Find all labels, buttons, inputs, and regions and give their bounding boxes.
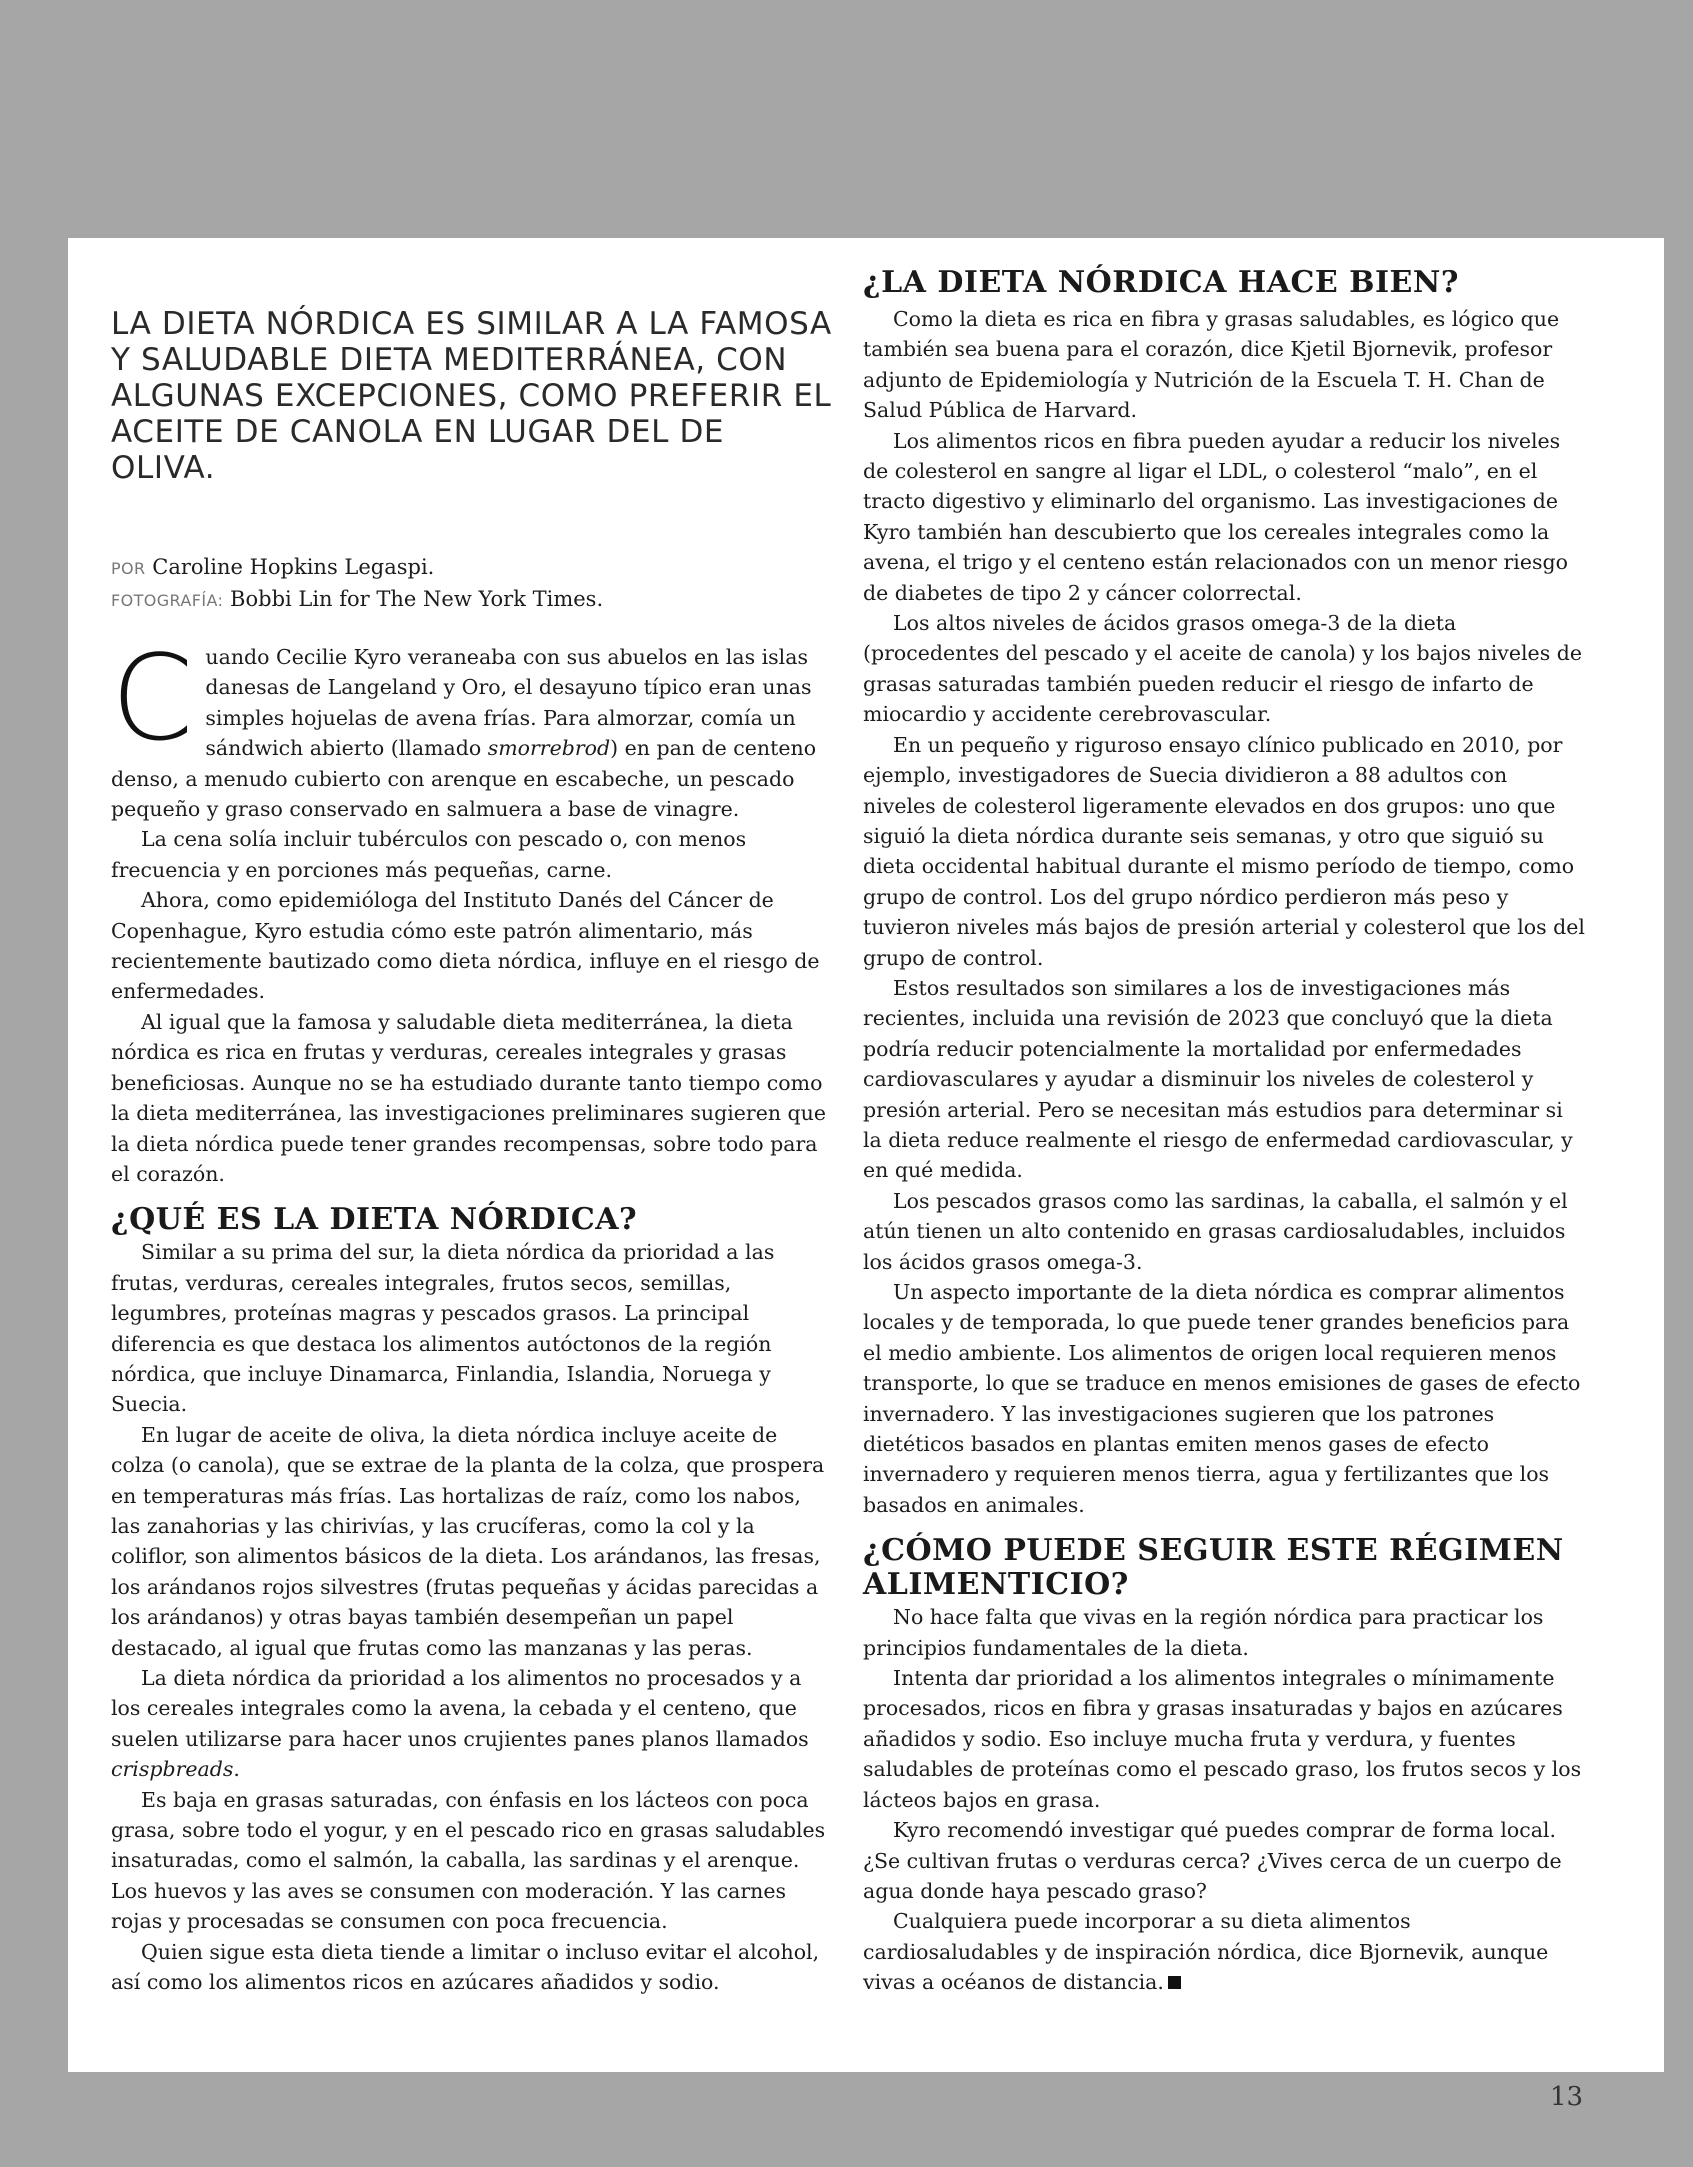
magazine-page xyxy=(68,238,1664,2072)
que-paragraph-4: Es baja en grasas saturadas, con énfasis en los lácteos con poca grasa, sobre todo el yogur, y en el pescado rico en grasas saludables insaturadas, como el salmón, la caballa, las sardinas y el arenque. Los huevos y las aves se consumen con moderación. Y las carnes rojas y procesadas se consumen con poca frecuencia. xyxy=(111,1787,826,1934)
article-deck: LA DIETA NÓRDICA ES SIMILAR A LA FAMOSA Y SALUDABLE DIETA MEDITERRÁNEA, CON ALGUNAS EXCEPCIONES, COMO PREFERIR EL ACEITE DE CANOLA EN LUGAR DEL DE OLIVA. xyxy=(111,306,832,486)
subhead-hace-bien: ¿LA DIETA NÓRDICA HACE BIEN? xyxy=(863,265,1459,300)
bien-paragraph-5: Estos resultados son similares a los de investigaciones más recientes, incluida una revisión de 2023 que concluyó que la dieta podría reducir potencialmente la mortalidad por enfermedades cardiovasculares y ayudar a disminuir los niveles de colesterol y presión arterial. Pero se necesitan más estudios para determinar si la dieta reduce realmente el riesgo de enfermedad cardiovascular, y en qué medida. xyxy=(863,975,1573,1183)
photo-credit-name: Bobbi Lin for The New York Times. xyxy=(230,587,604,611)
byline-label: POR xyxy=(111,559,146,578)
bien-paragraph-2: Los alimentos ricos en fibra pueden ayudar a reducir los niveles de colesterol en sangre al ligar el LDL, o colesterol “malo”, en el tracto digestivo y eliminarlo del organismo. Las investigaciones de Kyro también han descubierto que los cereales integrales como la avena, el trigo y el centeno están relacionados con un menor riesgo de diabetes de tipo 2 y cáncer colorrectal. xyxy=(863,428,1568,605)
photo-credit-label: FOTOGRAFÍA: xyxy=(111,591,224,610)
que-paragraph-2: En lugar de aceite de oliva, la dieta nórdica incluye aceite de colza (o canola), que se extrae de la planta de la colza, que prospera en temperaturas más frías. Las hortalizas de raíz, como los nabos, las zanahorias y las chirivías, y las crucíferas, como la col y la coliflor, son alimentos básicos de la dieta. Los arándanos, las fresas, los arándanos rojos silvestres (frutas pequeñas y ácidas parecidas a los arándanos) y otras bayas también desempeñan un papel destacado, al igual que frutas como las manzanas y las peras. xyxy=(111,1422,825,1660)
bien-paragraph-4: En un pequeño y riguroso ensayo clínico publicado en 2010, por ejemplo, investigadores de Suecia dividieron a 88 adultos con niveles de colesterol ligeramente elevados en dos grupos: uno que siguió la dieta nórdica durante seis semanas, y otro que siguió su dieta occidental habitual durante el mismo período de tiempo, como grupo de control. Los del grupo nórdico perdieron más peso y tuvieron niveles más bajos de presión arterial y colesterol que los del grupo de control. xyxy=(863,732,1585,970)
intro-text-b: ) en pan de centeno denso, a menudo cubierto con arenque en escabeche, un pescado pequeño y graso conservado en salmuera a base de vinagre. xyxy=(111,736,817,822)
bien-paragraph-1: Como la dieta es rica en fibra y grasas saludables, es lógico que también sea buena para el corazón, dice Kjetil Bjornevik, profesor adjunto de Epidemiología y Nutrición de la Escuela T. H. Chan de Salud Pública de Harvard. xyxy=(863,307,1560,423)
page-number: 13 xyxy=(1550,2082,1584,2112)
byline xyxy=(111,552,834,584)
como-paragraph-1: No hace falta que vivas en la región nórdica para practicar los principios fundamentales de la dieta. xyxy=(863,1605,1544,1660)
bien-paragraph-3: Los altos niveles de ácidos grasos omega-3 de la dieta (procedentes del pescado y el aceite de canola) y los bajos niveles de grasas saturadas también pueden reducir el riesgo de infarto de miocardio y accidente cerebrovascular. xyxy=(863,611,1582,727)
intro-paragraph-3: Ahora, como epidemióloga del Instituto Danés del Cáncer de Copenhague, Kyro estudia cómo este patrón alimentario, más recientemente bautizado como dieta nórdica, influye en el riesgo de enfermedades. xyxy=(111,888,820,1004)
bien-paragraph-6: Los pescados grasos como las sardinas, la caballa, el salmón y el atún tienen un alto contenido en grasas cardiosaludables, incluidos los ácidos grasos omega-3. xyxy=(863,1188,1568,1274)
drop-cap: C xyxy=(111,629,194,767)
que-p3-text-a: La dieta nórdica da prioridad a los alimentos no procesados y a los cereales integrales como la avena, la cebada y el centeno, que suelen utilizarse para hacer unos crujientes panes planos llamados xyxy=(111,1666,809,1751)
intro-text-a: uando Cecilie Kyro veraneaba con sus abuelos en las islas danesas de Langeland y Oro, el desayuno típico eran unas simples hojuelas de avena frías. Para almorzar, comía un sándwich abierto (llamado xyxy=(205,645,812,761)
intro-italic-term: smorrebrod xyxy=(487,736,611,761)
byline-name: Caroline Hopkins Legaspi. xyxy=(152,555,435,579)
photo-credit xyxy=(111,584,834,616)
como-p4-text: Cualquiera puede incorporar a su dieta alimentos cardiosaludables y de inspiración nórdica, dice Bjornevik, aunque vivas a océanos de distancia. xyxy=(863,1909,1549,1995)
end-of-article-icon xyxy=(1168,1976,1181,1989)
que-paragraph-3 xyxy=(111,1663,834,1785)
como-paragraph-3: Kyro recomendó investigar qué puedes comprar de forma local. ¿Se cultivan frutas o verduras cerca? ¿Vives cerca de un cuerpo de agua donde haya pescado graso? xyxy=(863,1818,1562,1903)
subhead-que-es: ¿QUÉ ES LA DIETA NÓRDICA? xyxy=(111,1202,638,1238)
que-p3-italic-term: crispbreads xyxy=(111,1757,234,1782)
que-paragraph-5: Quien sigue esta dieta tiende a limitar o incluso evitar el alcohol, así como los alimentos ricos en azúcares añadidos y sodio. xyxy=(111,1939,820,1995)
intro-paragraph-1 xyxy=(111,629,834,824)
right-body xyxy=(863,265,1586,1998)
bien-paragraph-7: Un aspecto importante de la dieta nórdica es comprar alimentos locales y de temporada, lo que puede tener grandes beneficios para el medio ambiente. Los alimentos de origen local requieren menos transporte, lo que se traduce en menos emisiones de gases de efecto invernadero. Y las investigaciones sugieren que los patrones dietéticos basados en plantas emiten menos gases de efecto invernadero y requieren menos tierra, agua y fertilizantes que los basados en animales. xyxy=(863,1280,1581,1517)
intro-paragraph-2: La cena solía incluir tubérculos con pescado o, con menos frecuencia y en porciones más pequeñas, carne. xyxy=(111,827,747,882)
como-paragraph-4 xyxy=(863,1906,1586,1997)
article-credits xyxy=(111,552,834,616)
que-paragraph-1: Similar a su prima del sur, la dieta nórdica da prioridad a las frutas, verduras, cereales integrales, frutos secos, semillas, legumbres, proteínas magras y pescados grasos. La principal diferencia es que destaca los alimentos autóctonos de la región nórdica, que incluye Dinamarca, Finlandia, Islandia, Noruega y Suecia. xyxy=(111,1240,775,1417)
subhead-como: ¿CÓMO PUEDE SEGUIR ESTE RÉGIMEN ALIMENTICIO? xyxy=(863,1533,1564,1603)
como-paragraph-2: Intenta dar prioridad a los alimentos integrales o mínimamente procesados, ricos en fibra y grasas insaturadas y bajos en azúcares añadidos y sodio. Eso incluye mucha fruta y verdura, y fuentes saludables de proteínas como el pescado graso, los frutos secos y los lácteos bajos en grasa. xyxy=(863,1666,1582,1812)
left-body xyxy=(111,629,834,1997)
que-p3-text-b: . xyxy=(233,1757,240,1782)
intro-paragraph-4: Al igual que la famosa y saludable dieta mediterránea, la dieta nórdica es rica en frutas y verduras, cereales integrales y grasas beneficiosas. Aunque no se ha estudiado durante tanto tiempo como la dieta mediterránea, las investigaciones preliminares sugieren que la dieta nórdica puede tener grandes recompensas, sobre todo para el corazón. xyxy=(111,1009,827,1186)
